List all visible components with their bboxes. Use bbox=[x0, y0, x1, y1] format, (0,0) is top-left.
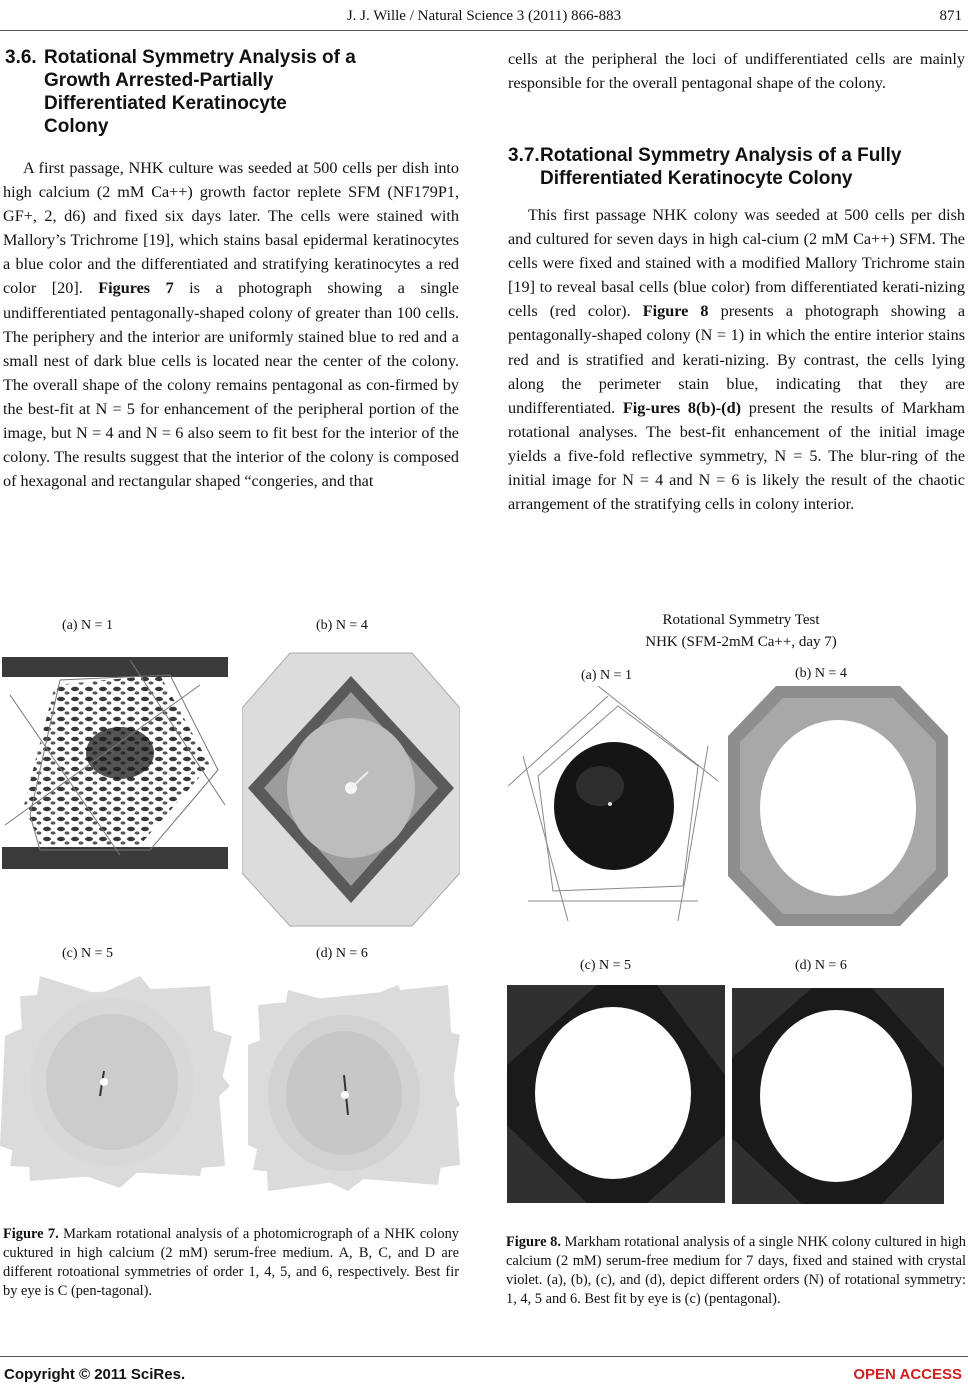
figure8-caption bbox=[506, 1233, 966, 1309]
section-3-7-number: 3.7. bbox=[508, 145, 540, 166]
footer-rule bbox=[0, 1356, 968, 1357]
section-3-7-title-line-1: Rotational Symmetry Analysis of a Fully bbox=[540, 145, 902, 166]
paragraph-text: A first passage, NHK culture was seeded at 500 cells per dish into high calcium (2 mM Ca++) growth factor replete SFM (NF179P1, GF+, 2, d6) and fixed six days later. The cells were stained with Mallory’s Trichrome [19], which stains basal epidermal keratinocytes a blue color and the differentiated and stratifying keratinocytes a red color [20]. bbox=[3, 159, 459, 298]
right-column-continuation bbox=[508, 47, 965, 95]
section-3-6-title-line-3: Differentiated Keratinocyte bbox=[44, 93, 287, 114]
section-3-6-number: 3.6. bbox=[5, 47, 37, 68]
figure7-caption-text: Markam rotational analysis of a photomicrograph of a NHK colony cuktured in high calcium (2 mM) serum-free medium. A, B, C, and D are different rotoational symmetries of order 1, 4, 5, and 6, respectively. Best fir by eye is C (pen-tagonal). bbox=[3, 1226, 459, 1299]
figure7-label-c: (c) N = 5 bbox=[62, 946, 114, 961]
figure8-caption-label: Figure 8. bbox=[506, 1234, 561, 1250]
figure7-label-d: (d) N = 6 bbox=[316, 946, 368, 961]
section-3-6-paragraph bbox=[3, 156, 459, 493]
continuation-paragraph: cells at the peripheral the loci of undifferentiated cells are mainly responsible for the overall pentagonal shape of the colony. bbox=[508, 50, 965, 93]
figure8-title: Rotational Symmetry Test bbox=[662, 612, 820, 628]
section-3-6-title-line-4: Colony bbox=[44, 116, 109, 137]
figure7-panel-d-image bbox=[248, 985, 460, 1191]
section-3-7-heading bbox=[508, 144, 968, 190]
figure8-label-b: (b) N = 4 bbox=[795, 666, 847, 681]
footer-copyright: Copyright © 2011 SciRes. bbox=[4, 1366, 186, 1383]
page-number: 871 bbox=[939, 8, 962, 24]
section-3-6-title-line-2: Growth Arrested-Partially bbox=[44, 70, 274, 91]
figure-reference: Figures 7 bbox=[98, 279, 174, 298]
figure8-panel-a-image bbox=[508, 686, 726, 926]
section-3-6-title-line-1: Rotational Symmetry Analysis of a bbox=[44, 47, 356, 68]
figure-reference: Fig-ures 8(b)-(d) bbox=[622, 398, 741, 417]
figure7-caption bbox=[3, 1225, 459, 1301]
section-3-6-heading bbox=[5, 46, 465, 138]
paragraph-text: is a photograph showing a single undifferentiated pentagonally-shaped colony of greater than 100 cells. The periphery and the interior are uniformly stained blue to red and a small nest of dark blue cells is located near the center of the colony. The overall shape of the colony remains pentagonal as con-firmed by the best-fit at N = 5 for enhancement of the peripheral portion of the image, but N = 4 and N = 6 also seem to fit best for the interior of the colony. The results suggest that the interior of the colony is composed of hexagonal and rectangular shaped “congeries, and that bbox=[3, 279, 459, 491]
header-rule bbox=[0, 30, 968, 31]
figure8-panel-c-image bbox=[507, 985, 725, 1203]
paragraph-text: presents a photograph showing a pentagonally-shaped colony (N = 1) in which the entire interior stains red and is stratified and kerati-nizing. By contrast, the cells lying along the perimeter stain blue, indicating that they are undifferentiated. bbox=[508, 302, 966, 417]
section-3-7-body bbox=[508, 203, 965, 516]
figure8-label-a: (a) N = 1 bbox=[581, 668, 633, 683]
running-head bbox=[0, 4, 968, 26]
figure8-panel-d-image bbox=[732, 988, 944, 1204]
running-head-citation: J. J. Wille / Natural Science 3 (2011) 866-883 bbox=[346, 8, 622, 24]
figure7-panel-a-image bbox=[0, 655, 230, 873]
figure7-caption-label: Figure 7. bbox=[3, 1226, 59, 1242]
figure7-panel-c-image bbox=[0, 976, 232, 1188]
figure7-label-b: (b) N = 4 bbox=[316, 618, 368, 633]
figure-reference: Figure 8 bbox=[642, 302, 709, 321]
section-3-6-body bbox=[3, 156, 459, 493]
paragraph-text: This first passage NHK colony was seeded at 500 cells per dish and cultured for seven days in high cal-cium (2 mM Ca++) SFM. The cells were fixed and stained with a modified Mallory Trichrome stain [19] to reveal basal cells (blue color) from differentiated kerati-nizing cells (red color). bbox=[508, 206, 965, 321]
figure8-label-d: (d) N = 6 bbox=[795, 958, 847, 973]
paragraph-text: present the results of Markham rotational analyses. The best-fit enhancement of the initial image yields a five-fold reflective symmetry, N = 5. The blur-ring of the initial image for N = 4 and N = 6 is likely the result of the chaotic arrangement of the stratifying cells in colony interior. bbox=[508, 398, 965, 514]
figure8-caption-text: Markham rotational analysis of a single NHK colony cultured in high calcium (2 mM) serum-free medium for 7 days, fixed and stained with crystal violet. (a), (b), (c), and (d), depict different orders (N) of rotational symmetry: 1, 4, 5 and 6. Best fit by eye is (c) (pentagonal). bbox=[506, 1234, 966, 1307]
figure8-panel-b-image bbox=[728, 686, 948, 926]
figure8-subtitle: NHK (SFM-2mM Ca++, day 7) bbox=[645, 634, 837, 650]
section-3-7-paragraph bbox=[508, 203, 965, 516]
footer-open-access: OPEN ACCESS bbox=[853, 1366, 962, 1383]
section-3-7-title-line-2: Differentiated Keratinocyte Colony bbox=[540, 168, 853, 189]
figure7-label-a: (a) N = 1 bbox=[62, 618, 114, 633]
figure8-label-c: (c) N = 5 bbox=[580, 958, 632, 973]
figure7-panel-b-image bbox=[242, 648, 460, 928]
